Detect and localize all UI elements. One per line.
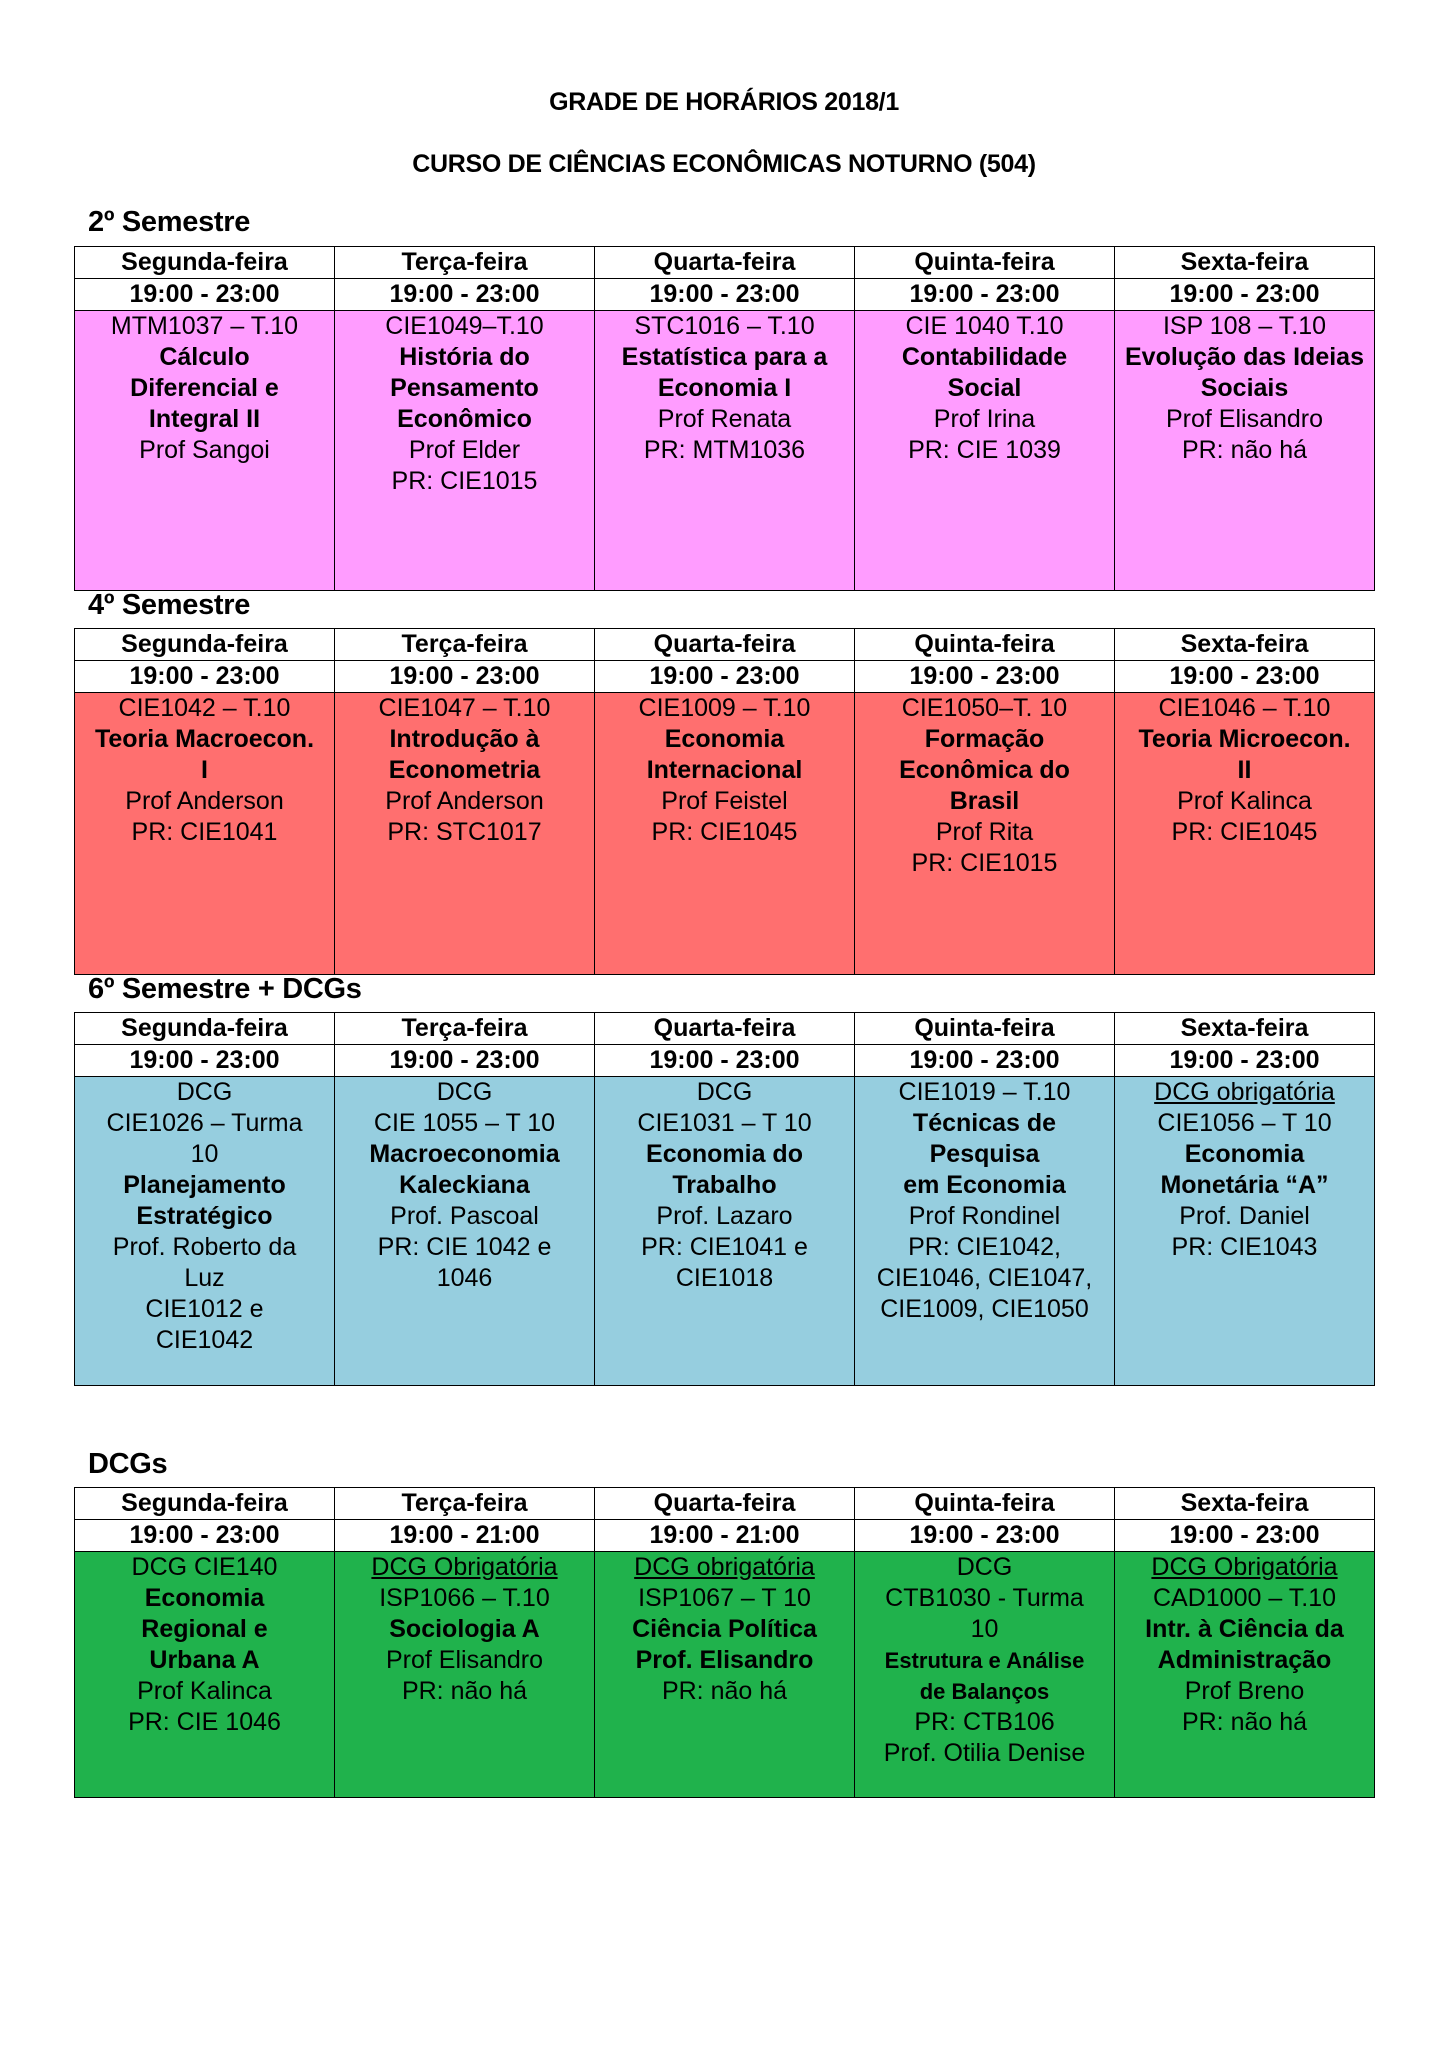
course-line: Prof. Roberto da (112, 1233, 297, 1261)
course-line: CIE 1055 – T 10 (373, 1109, 556, 1137)
course-cell (335, 1552, 595, 1798)
course-line: MTM1037 – T.10 (110, 312, 299, 340)
course-line: Administração (1157, 1646, 1332, 1674)
time-slot: 19:00 - 23:00 (1115, 1045, 1375, 1077)
course-line: Evolução das Ideias (1125, 343, 1364, 371)
course-line: CIE1019 – T.10 (898, 1078, 1071, 1106)
course-cell (855, 1077, 1115, 1386)
time-slot: 19:00 - 23:00 (75, 1045, 335, 1077)
course-line: Econometria (388, 756, 541, 784)
course-line: PR: não há (1181, 436, 1308, 464)
course-line: Planejamento (123, 1171, 286, 1199)
time-slot: 19:00 - 23:00 (595, 279, 855, 311)
course-line: Econômica do (899, 756, 1070, 784)
course-cell (855, 311, 1115, 591)
time-row (75, 1520, 1375, 1552)
course-line: CIE1056 – T 10 (1157, 1109, 1332, 1137)
course-line: PR: CIE1045 (1171, 818, 1318, 846)
course-row (75, 311, 1375, 591)
course-row (75, 1077, 1375, 1386)
course-line: Prof Elisandro (1165, 405, 1324, 433)
section-title: 2º Semestre (88, 206, 251, 238)
course-line: DCG (956, 1553, 1013, 1581)
course-line: CIE1047 – T.10 (378, 694, 551, 722)
time-row (75, 279, 1375, 311)
time-slot: 19:00 - 23:00 (855, 279, 1115, 311)
course-line: PR: não há (1181, 1708, 1308, 1736)
course-line: II (1237, 756, 1252, 784)
course-line: PR: MTM1036 (643, 436, 806, 464)
day-header: Quarta-feira (595, 1488, 855, 1520)
course-line: CIE1026 – Turma (106, 1109, 303, 1137)
course-line: Prof Anderson (385, 787, 544, 815)
course-line: Prof Breno (1184, 1677, 1305, 1705)
course-line: 1046 (436, 1264, 493, 1292)
course-line: Estrutura e Análise (884, 1648, 1085, 1673)
day-header: Segunda-feira (75, 247, 335, 279)
course-line: PR: não há (401, 1677, 528, 1705)
course-line: Prof Irina (933, 405, 1036, 433)
time-slot: 19:00 - 21:00 (335, 1520, 595, 1552)
day-header: Segunda-feira (75, 629, 335, 661)
course-cell (335, 693, 595, 975)
time-slot: 19:00 - 23:00 (1115, 279, 1375, 311)
course-line: Prof Renata (657, 405, 792, 433)
course-line: Sociologia A (389, 1615, 540, 1643)
course-line: DCG obrigatória (634, 1553, 815, 1581)
course-line: Introdução à (389, 725, 540, 753)
section-title: 6º Semestre + DCGs (88, 973, 362, 1005)
course-line: 10 (190, 1140, 219, 1168)
day-header: Sexta-feira (1115, 1488, 1375, 1520)
time-slot: 19:00 - 23:00 (75, 661, 335, 693)
course-cell (595, 311, 855, 591)
course-line: PR: CIE1041 (131, 818, 278, 846)
course-line: Estatística para a (621, 343, 828, 371)
course-line: Urbana A (149, 1646, 260, 1674)
time-slot: 19:00 - 23:00 (595, 1045, 855, 1077)
course-line: PR: STC1017 (387, 818, 542, 846)
course-line: Prof Rita (935, 818, 1034, 846)
day-header: Quinta-feira (855, 247, 1115, 279)
course-line: Macroeconomia (369, 1140, 560, 1168)
course-line: DCG Obrigatória (371, 1553, 558, 1581)
course-cell (855, 1552, 1115, 1798)
course-line: I (201, 756, 208, 784)
course-line: DCG CIE140 (131, 1553, 278, 1581)
schedule-table (74, 1012, 1375, 1386)
course-cell (595, 1552, 855, 1798)
course-cell (1115, 311, 1375, 591)
course-line: Teoria Microecon. (1138, 725, 1351, 753)
course-line: Cálculo (159, 343, 250, 371)
course-line: Prof Sangoi (139, 436, 270, 464)
course-line: Economia I (657, 374, 792, 402)
day-header: Quinta-feira (855, 1488, 1115, 1520)
time-slot: 19:00 - 23:00 (855, 661, 1115, 693)
page-subtitle: CURSO DE CIÊNCIAS ECONÔMICAS NOTURNO (504) (412, 150, 1036, 178)
course-line: Pesquisa (929, 1140, 1040, 1168)
course-line: PR: CIE1015 (391, 467, 538, 495)
day-header: Quarta-feira (595, 1013, 855, 1045)
time-row (75, 661, 1375, 693)
day-header: Terça-feira (335, 1013, 595, 1045)
section-title: 4º Semestre (88, 589, 251, 621)
course-line: PR: CIE 1039 (908, 436, 1061, 464)
course-line: Contabilidade (901, 343, 1068, 371)
schedule-table (74, 246, 1375, 591)
course-cell (335, 311, 595, 591)
time-slot: 19:00 - 23:00 (335, 1045, 595, 1077)
course-line: PR: CIE1041 e (641, 1233, 808, 1261)
course-line: História do (399, 343, 530, 371)
time-slot: 19:00 - 23:00 (75, 279, 335, 311)
course-line: Prof. Lazaro (656, 1202, 793, 1230)
course-line: CIE1042 (155, 1326, 254, 1354)
course-cell (855, 693, 1115, 975)
course-line: Ciência Política (632, 1615, 817, 1643)
course-cell (595, 693, 855, 975)
course-line: Econômico (397, 405, 532, 433)
day-header-row (75, 1488, 1375, 1520)
course-line: Trabalho (672, 1171, 777, 1199)
course-line: CIE1018 (675, 1264, 774, 1292)
course-line: Pensamento (390, 374, 539, 402)
day-header: Quinta-feira (855, 1013, 1115, 1045)
day-header: Segunda-feira (75, 1488, 335, 1520)
course-line: Prof Elisandro (385, 1646, 544, 1674)
course-line: Kaleckiana (399, 1171, 530, 1199)
course-row (75, 693, 1375, 975)
day-header: Terça-feira (335, 247, 595, 279)
time-slot: 19:00 - 21:00 (595, 1520, 855, 1552)
course-line: Prof. Otilia Denise (883, 1739, 1086, 1767)
course-cell (75, 693, 335, 975)
course-line: CIE1009, CIE1050 (880, 1295, 1089, 1323)
page-title: GRADE DE HORÁRIOS 2018/1 (549, 88, 899, 116)
time-slot: 19:00 - 23:00 (1115, 661, 1375, 693)
course-line: Prof. Pascoal (390, 1202, 539, 1230)
course-line: DCG (436, 1078, 493, 1106)
schedule-table (74, 1487, 1375, 1798)
course-line: Prof. Elisandro (635, 1646, 814, 1674)
time-row (75, 1045, 1375, 1077)
day-header: Quarta-feira (595, 247, 855, 279)
course-line: ISP 108 – T.10 (1162, 312, 1327, 340)
course-line: Prof Kalinca (137, 1677, 272, 1705)
course-line: Prof Kalinca (1177, 787, 1312, 815)
course-line: Economia do (646, 1140, 803, 1168)
course-line: Sociais (1200, 374, 1289, 402)
course-line: DCG (696, 1078, 753, 1106)
time-slot: 19:00 - 23:00 (335, 279, 595, 311)
course-line: Economia (664, 725, 785, 753)
course-line: Luz (184, 1264, 225, 1292)
time-slot: 19:00 - 23:00 (75, 1520, 335, 1552)
course-line: Regional e (141, 1615, 268, 1643)
course-line: PR: CIE1015 (911, 849, 1058, 877)
course-line: CIE1046, CIE1047, (876, 1264, 1093, 1292)
course-line: Intr. à Ciência da (1145, 1615, 1344, 1643)
course-line: STC1016 – T.10 (634, 312, 815, 340)
course-line: Integral II (148, 405, 261, 433)
course-line: 10 (970, 1615, 999, 1643)
course-line: Estratégico (136, 1202, 273, 1230)
course-line: Formação (924, 725, 1045, 753)
course-line: PR: CTB106 (914, 1708, 1055, 1736)
course-line: Economia (1184, 1140, 1305, 1168)
course-line: DCG Obrigatória (1151, 1553, 1338, 1581)
course-cell (1115, 693, 1375, 975)
course-line: CAD1000 – T.10 (1153, 1584, 1336, 1612)
time-slot: 19:00 - 23:00 (855, 1045, 1115, 1077)
day-header-row (75, 629, 1375, 661)
course-line: Teoria Macroecon. (94, 725, 315, 753)
course-cell (1115, 1077, 1375, 1386)
day-header: Sexta-feira (1115, 1013, 1375, 1045)
course-line: PR: CIE1045 (651, 818, 798, 846)
day-header-row (75, 247, 1375, 279)
course-line: Prof Rondinel (908, 1202, 1061, 1230)
course-line: Prof Feistel (661, 787, 788, 815)
course-line: PR: CIE1043 (1171, 1233, 1318, 1261)
course-line: Prof Elder (408, 436, 521, 464)
course-line: Economia (144, 1584, 265, 1612)
section-title: DCGs (88, 1448, 168, 1480)
course-line: CIE1031 – T 10 (637, 1109, 812, 1137)
day-header: Quinta-feira (855, 629, 1115, 661)
course-line: Social (947, 374, 1022, 402)
day-header: Terça-feira (335, 629, 595, 661)
course-line: CIE1050–T. 10 (901, 694, 1068, 722)
course-line: Prof. Daniel (1179, 1202, 1310, 1230)
time-slot: 19:00 - 23:00 (335, 661, 595, 693)
course-line: Internacional (646, 756, 803, 784)
day-header: Sexta-feira (1115, 629, 1375, 661)
course-line: Prof Anderson (125, 787, 284, 815)
day-header: Quarta-feira (595, 629, 855, 661)
schedule-table (74, 628, 1375, 975)
course-line: CIE1009 – T.10 (638, 694, 811, 722)
course-line: Técnicas de (912, 1109, 1057, 1137)
time-slot: 19:00 - 23:00 (1115, 1520, 1375, 1552)
course-line: Brasil (949, 787, 1020, 815)
course-line: PR: CIE 1042 e (377, 1233, 552, 1261)
course-line: de Balanços (919, 1679, 1050, 1704)
course-line: PR: CIE 1046 (128, 1708, 281, 1736)
course-cell (1115, 1552, 1375, 1798)
course-cell (75, 1077, 335, 1386)
time-slot: 19:00 - 23:00 (855, 1520, 1115, 1552)
course-line: PR: CIE1042, (908, 1233, 1061, 1261)
time-slot: 19:00 - 23:00 (595, 661, 855, 693)
course-line: DCG obrigatória (1154, 1078, 1335, 1106)
course-line: CIE1042 – T.10 (118, 694, 291, 722)
course-line: CTB1030 - Turma (885, 1584, 1084, 1612)
day-header: Terça-feira (335, 1488, 595, 1520)
course-line: ISP1066 – T.10 (379, 1584, 550, 1612)
course-line: Diferencial e (130, 374, 279, 402)
course-cell (75, 1552, 335, 1798)
course-line: em Economia (903, 1171, 1066, 1199)
course-line: Monetária “A” (1160, 1171, 1329, 1199)
course-line: DCG (176, 1078, 233, 1106)
course-line: CIE1046 – T.10 (1158, 694, 1331, 722)
course-line: CIE1012 e (145, 1295, 264, 1323)
day-header: Sexta-feira (1115, 247, 1375, 279)
course-line: PR: não há (661, 1677, 788, 1705)
course-cell (75, 311, 335, 591)
day-header-row (75, 1013, 1375, 1045)
course-line: ISP1067 – T 10 (638, 1584, 811, 1612)
course-row (75, 1552, 1375, 1798)
course-cell (335, 1077, 595, 1386)
day-header: Segunda-feira (75, 1013, 335, 1045)
course-cell (595, 1077, 855, 1386)
course-line: CIE 1040 T.10 (905, 312, 1064, 340)
course-line: CIE1049–T.10 (385, 312, 544, 340)
